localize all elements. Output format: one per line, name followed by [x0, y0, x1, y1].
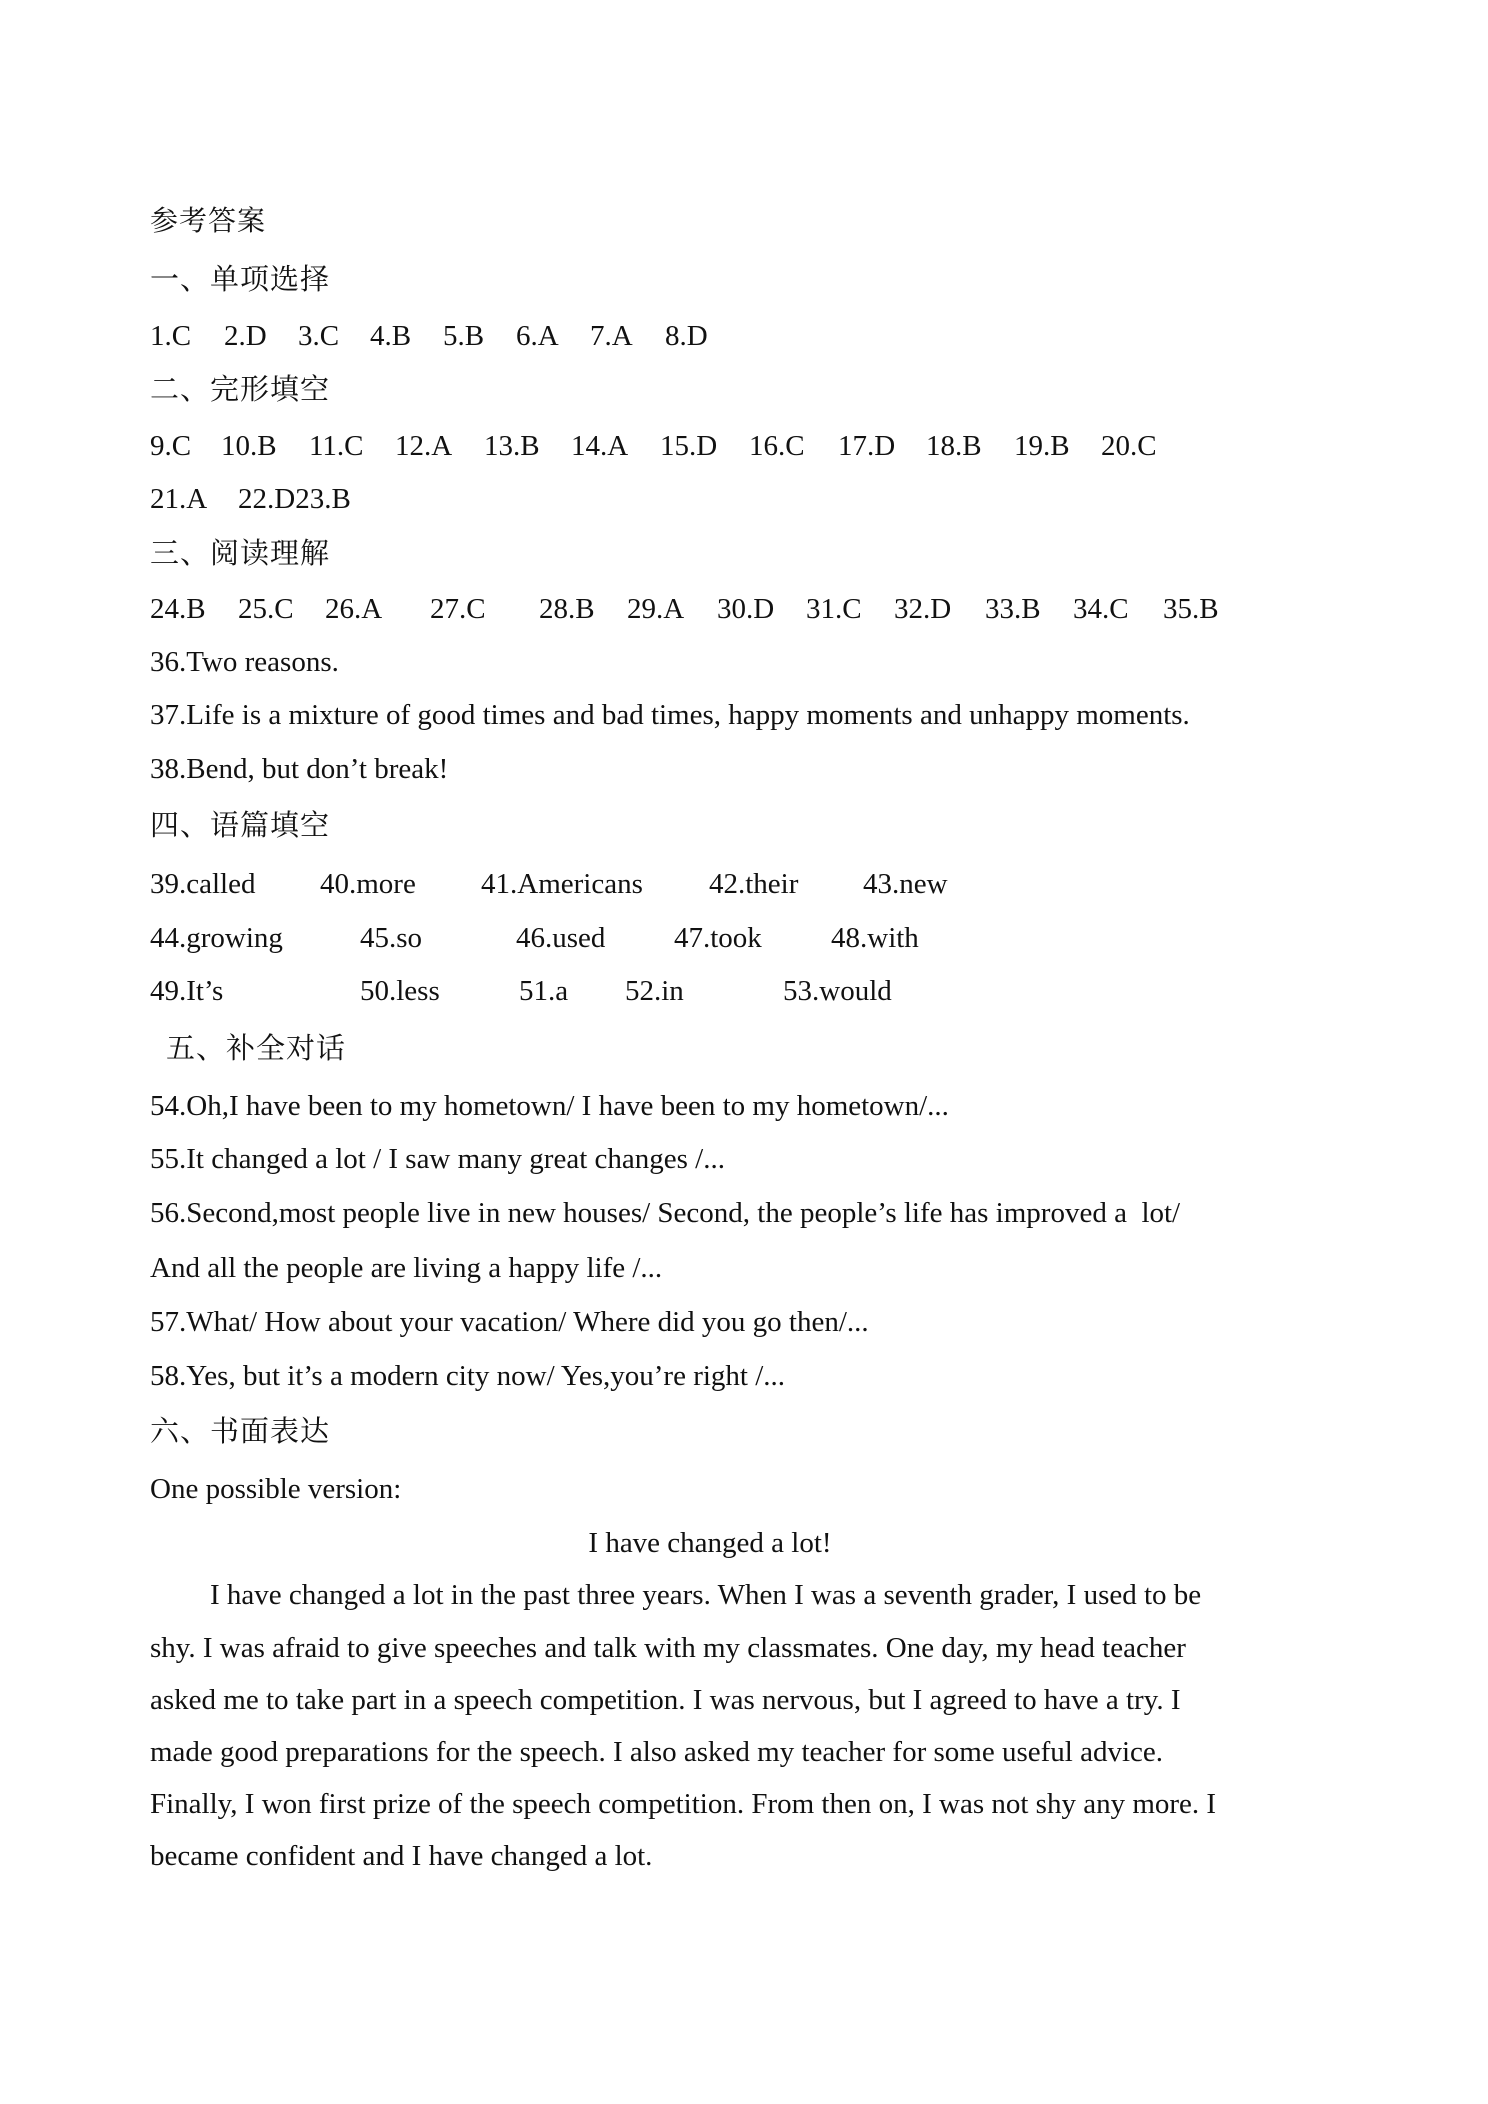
- answer-item: 33.B: [985, 593, 1041, 625]
- answer-item: 27.C: [430, 593, 486, 625]
- answer-item: 28.B: [539, 593, 595, 625]
- essay-line: Finally, I won first prize of the speech competition. From then on, I was not shy any more. I: [150, 1788, 1217, 1820]
- answer-item: 1.C: [150, 320, 192, 352]
- reading-answers-row-1: [150, 591, 1219, 627]
- answer-item: 5.B: [443, 320, 485, 352]
- answer-item: 16.C: [749, 430, 805, 462]
- answer-item: 17.D: [838, 430, 896, 462]
- answer-item: 4.B: [370, 320, 412, 352]
- answer-item: 19.B: [1014, 430, 1070, 462]
- passage-fill-row-3: [150, 973, 892, 1009]
- answer-item: 20.C: [1101, 430, 1157, 462]
- answer-item: 46.used: [516, 922, 606, 954]
- answer-item: 9.C: [150, 430, 192, 462]
- answer-36: 36.Two reasons.: [150, 646, 339, 678]
- answer-item: 11.C: [309, 430, 364, 462]
- answer-item: 2.D: [224, 320, 267, 352]
- answer-item: 47.took: [674, 922, 762, 954]
- answer-item: 18.B: [926, 430, 982, 462]
- essay-title: I have changed a lot!: [588, 1527, 832, 1559]
- section-heading-cloze: 二、完形填空: [150, 374, 331, 406]
- answer-item: 24.B: [150, 593, 206, 625]
- answer-item: 14.A: [571, 430, 629, 462]
- essay-line: I have changed a lot in the past three years. When I was a seventh grader, I used to be: [210, 1579, 1202, 1611]
- essay-line: became confident and I have changed a lot.: [150, 1840, 653, 1872]
- section-heading-passage-fill: 四、语篇填空: [150, 810, 331, 842]
- answer-item: 45.so: [360, 922, 423, 954]
- answer-item: 51.a: [519, 975, 569, 1007]
- cloze-answers-row-1: [150, 428, 1157, 464]
- page-title: 参考答案: [150, 206, 267, 237]
- answer-item: 49.It’s: [150, 975, 224, 1007]
- section-heading-single-choice: 一、单项选择: [150, 264, 331, 296]
- answer-item: 22.D23.B: [238, 483, 351, 515]
- essay-line: asked me to take part in a speech competition. I was nervous, but I agreed to have a try. I: [150, 1684, 1181, 1716]
- cloze-answers-row-2: [150, 481, 351, 517]
- section-heading-dialogue: 五、补全对话: [166, 1033, 347, 1065]
- answer-item: 7.A: [590, 320, 633, 352]
- essay-line: made good preparations for the speech. I also asked my teacher for some useful advice.: [150, 1736, 1164, 1768]
- answer-item: 44.growing: [150, 922, 283, 954]
- answer-item: 35.B: [1163, 593, 1219, 625]
- writing-intro: One possible version:: [150, 1473, 402, 1505]
- answer-item: 13.B: [484, 430, 540, 462]
- answer-item: 43.new: [863, 868, 948, 900]
- answer-item: 21.A: [150, 483, 208, 515]
- answer-38: 38.Bend, but don’t break!: [150, 753, 449, 785]
- section-heading-reading: 三、阅读理解: [150, 538, 331, 570]
- single-choice-answers: [150, 318, 708, 354]
- answer-item: 15.D: [660, 430, 718, 462]
- answer-item: 10.B: [221, 430, 277, 462]
- passage-fill-row-2: [150, 920, 919, 956]
- answer-item: 39.called: [150, 868, 256, 900]
- answer-56-line-2: And all the people are living a happy life /...: [150, 1252, 663, 1284]
- answer-item: 48.with: [831, 922, 919, 954]
- answer-item: 6.A: [516, 320, 559, 352]
- answer-item: 26.A: [325, 593, 383, 625]
- answer-item: 52.in: [625, 975, 684, 1007]
- answer-58: 58.Yes, but it’s a modern city now/ Yes,you’re right /...: [150, 1360, 786, 1392]
- answer-55: 55.It changed a lot / I saw many great changes /...: [150, 1143, 725, 1175]
- answer-56-line-1: 56.Second,most people live in new houses/ Second, the people’s life has improved a lot/: [150, 1197, 1181, 1229]
- answer-item: 50.less: [360, 975, 440, 1007]
- answer-item: 25.C: [238, 593, 294, 625]
- essay-line: shy. I was afraid to give speeches and talk with my classmates. One day, my head teacher: [150, 1632, 1186, 1664]
- answer-item: 29.A: [627, 593, 685, 625]
- answer-54: 54.Oh,I have been to my hometown/ I have been to my hometown/...: [150, 1090, 949, 1122]
- answer-item: 8.D: [665, 320, 708, 352]
- answer-item: 32.D: [894, 593, 952, 625]
- answer-item: 34.C: [1073, 593, 1129, 625]
- section-heading-writing: 六、书面表达: [150, 1416, 331, 1448]
- answer-item: 3.C: [298, 320, 340, 352]
- answer-item: 12.A: [395, 430, 453, 462]
- answer-57: 57.What/ How about your vacation/ Where did you go then/...: [150, 1306, 869, 1338]
- answer-item: 30.D: [717, 593, 775, 625]
- answer-item: 53.would: [783, 975, 892, 1007]
- answer-item: 31.C: [806, 593, 862, 625]
- answer-item: 42.their: [709, 868, 799, 900]
- answer-item: 41.Americans: [481, 868, 643, 900]
- answer-37: 37.Life is a mixture of good times and bad times, happy moments and unhappy moments.: [150, 699, 1190, 731]
- answer-item: 40.more: [320, 868, 416, 900]
- passage-fill-row-1: [150, 866, 948, 902]
